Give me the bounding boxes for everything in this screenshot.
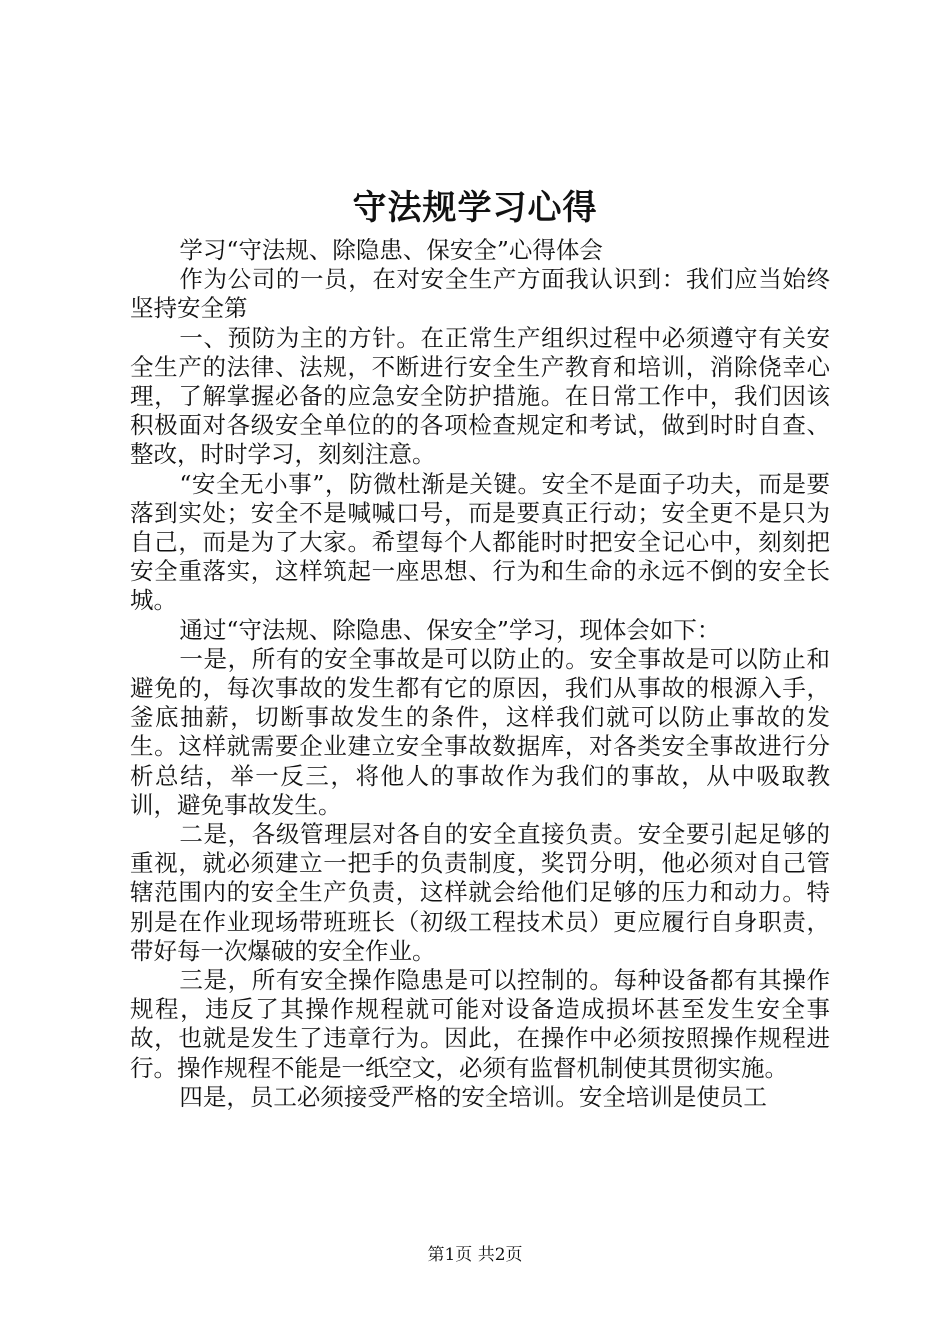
paragraph: 一、预防为主的方针。在正常生产组织过程中必须遵守有关安全生产的法律、法规，不断进行安全生产教育和培训，消除侥幸心理，了解掌握必备的应急安全防护措施。在日常工作中，我们因该积极面对各级安全单位的的各项检查规定和考试，做到时时自查、整改，时时学习，刻刻注意。 <box>130 323 830 469</box>
page-title: 守法规学习心得 <box>352 188 598 228</box>
paragraph: 三是，所有安全操作隐患是可以控制的。每种设备都有其操作规程，违反了其操作规程就可能对设备造成损坏甚至发生安全事故，也就是发生了违章行为。因此，在操作中必须按照操作规程进行。操作规程不能是一纸空文，必须有监督机制使其贯彻实施。 <box>130 966 830 1082</box>
paragraph: 作为公司的一员，在对安全生产方面我认识到：我们应当始终坚持安全第 <box>130 265 830 323</box>
paragraph: 通过“守法规、除隐患、保安全”学习，现体会如下： <box>179 615 721 644</box>
paragraph: “安全无小事”，防微杜渐是关键。安全不是面子功夫，而是要落到实处；安全不是喊喊口号，而是要真正行动；安全更不是只为自己，而是为了大家。希望每个人都能时时把安全记心中，刻刻把安全重落实，这样筑起一座思想、行为和生命的永远不倒的安全长城。 <box>130 469 830 615</box>
paragraph: 二是，各级管理层对各自的安全直接负责。安全要引起足够的重视，就必须建立一把手的负责制度，奖罚分明，他必须对自己管辖范围内的安全生产负责，这样就会给他们足够的压力和动力。特别是在作业现场带班班长（初级工程技术员）更应履行自身职责，带好每一次爆破的安全作业。 <box>130 820 830 965</box>
page-footer: 第1页 共2页 <box>427 1245 523 1265</box>
paragraph: 四是，员工必须接受严格的安全培训。安全培训是使员工 <box>179 1082 767 1111</box>
paragraph-subtitle: 学习“守法规、除隐患、保安全”心得体会 <box>179 236 603 264</box>
paragraph: 一是，所有的安全事故是可以防止的。安全事故是可以防止和避免的，每次事故的发生都有它的原因，我们从事故的根源入手，釜底抽薪，切断事故发生的条件，这样我们就可以防止事故的发生。这样就需要企业建立安全事故数据库，对各类安全事故进行分析总结，举一反三，将他人的事故作为我们的事故，从中吸取教训，避免事故发生。 <box>130 644 830 819</box>
document-body <box>130 236 830 1112</box>
